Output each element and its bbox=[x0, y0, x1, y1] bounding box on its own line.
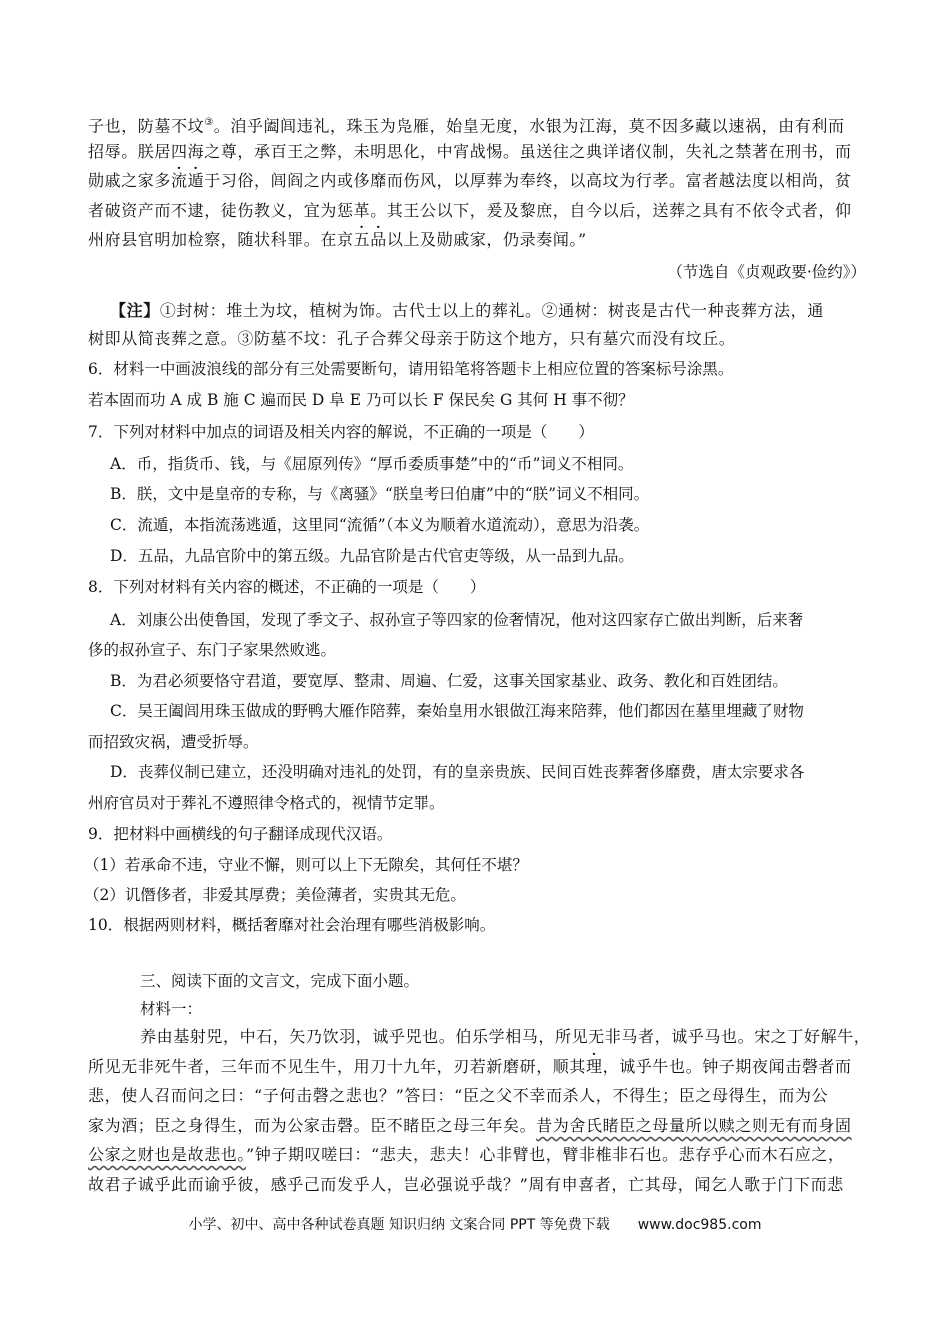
option-c: C．吴王阖闾用珠玉做成的野鸭大雁作陪葬，秦始皇用水银做江海来陪葬，他们都因在墓里埋藏了财物 bbox=[110, 702, 804, 720]
passage-line: 者破资产而不逮，徒伤教义，宜为惩革。其王公以下，爰及黎庶，自今以后，送葬之具有不依令式者，仰 bbox=[88, 201, 852, 220]
option-d: D．丧葬仪制已建立，还没明确对违礼的处罚，有的皇亲贵族、民间百姓丧葬奢侈靡费，唐太宗要求各 bbox=[110, 763, 805, 781]
option-c-cont: 而招致灾祸，遭受折辱。 bbox=[88, 733, 259, 751]
option-b: B．为君必须要恪守君道，要宽厚、整肃、周遍、仁爱，这事关国家基业、政务、教化和百姓团结。 bbox=[110, 672, 788, 690]
passage-line: 所见无非死牛者，三年而不见生牛，用刀十九年，刃若新磨研，顺其理，诚乎牛也。钟子期夜闻击磬者而 bbox=[88, 1057, 852, 1076]
sentence-2: （2）讥僭侈者，非爱其厚费；美俭薄者，实贵其无危。 bbox=[84, 886, 466, 904]
dotted-word: 遁 bbox=[187, 171, 205, 190]
passage-line: 招辱。朕居四海之尊，承百王之弊，未明思化，中宵战惕。虽送往之典详诸仪制，失礼之禁著在刑书，而 bbox=[88, 142, 852, 161]
wavy-underlined-text: 昔为舍氏睹臣之母量所以赎之则无有而身固 bbox=[536, 1116, 852, 1135]
question-10 bbox=[88, 914, 868, 944]
section-heading: 三、阅读下面的文言文，完成下面小题。 bbox=[140, 972, 420, 990]
question-text: 若本固而功 A 成 B 施 C 遍而民 D 阜 E 乃可以长 F 保民矣 G 其何 H 事不彻？ bbox=[88, 391, 634, 409]
question-7 bbox=[88, 421, 868, 571]
passage-continuation bbox=[88, 112, 868, 312]
dotted-word: 流 bbox=[171, 171, 188, 190]
option-d-cont: 州府官员对于葬礼不遵照律令格式的，视情节定罪。 bbox=[88, 794, 445, 812]
notes bbox=[88, 300, 868, 360]
question-9 bbox=[84, 823, 868, 913]
question-stem: 6．材料一中画波浪线的部分有三处需要断句，请用铅笔将答题卡上相应位置的答案标号涂黑。 bbox=[88, 360, 734, 378]
passage-line: 勋戚之家多流遁于习俗，闾阎之内或侈靡而伤风，以厚葬为奉终，以高坟为行孝。富者越法度以相尚，贫 bbox=[88, 171, 852, 190]
sentence-1: （1）若承命不违，守业不懈，则可以上下无隙矣，其何任不堪？ bbox=[84, 856, 528, 874]
option-a-cont: 侈的叔孙宣子、东门子家果然败逃。 bbox=[88, 641, 337, 659]
question-stem: 9．把材料中画横线的句子翻译成现代汉语。 bbox=[88, 825, 393, 843]
note-line: 【注】①封树：堆土为坟，植树为饰。古代士以上的葬礼。②通树：树丧是古代一种丧葬方法，通 bbox=[110, 301, 824, 320]
question-stem: 7．下列对材料中加点的词语及相关内容的解说，不正确的一项是（ ） bbox=[88, 423, 594, 441]
dotted-word: 品 bbox=[370, 230, 387, 249]
question-stem: 8．下列对材料有关内容的概述，不正确的一项是（ ） bbox=[88, 578, 486, 596]
note-line: 树即从简丧葬之意。③防墓不坟：孔子合葬父母亲于防这个地方，只有墓穴而没有坟丘。 bbox=[88, 329, 736, 348]
passage-line: 故君子诚乎此而谕乎彼，感乎己而发乎人，岂必强说乎哉？”周有申喜者，亡其母，闻乞人歌于门下而悲 bbox=[88, 1175, 844, 1194]
passage-line: 公家之财也是故悲也。”钟子期叹嗟曰：“悲夫，悲夫！心非臂也，臂非椎非石也。悲存乎心而木石应之， bbox=[88, 1145, 845, 1164]
passage-line: 悲，使人召而问之曰：“子何击磬之悲也？”答曰：“臣之父不幸而杀人，不得生；臣之母得生，而为公 bbox=[88, 1086, 829, 1105]
question-6 bbox=[88, 358, 868, 418]
footnote-marker: ③ bbox=[204, 117, 214, 128]
passage-line: 子也，防墓不坟③。洎乎阖闾违礼，珠玉为凫雁，始皇无度，水银为江海，莫不因多藏以速祸，由有利而 bbox=[88, 116, 845, 136]
dotted-word: 理 bbox=[586, 1057, 603, 1076]
note-label: 【注】 bbox=[110, 301, 160, 320]
option-d: D．五品，九品官阶中的第五级。九品官阶是古代官吏等级，从一品到九品。 bbox=[110, 547, 634, 565]
option-a: A．刘康公出使鲁国，发现了季文子、叔孙宣子等四家的俭奢情况，他对这四家存亡做出判断，后来奢 bbox=[110, 611, 804, 629]
passage-line: 州府县官明加检察，随状科罪。在京五品以上及勋戚家，仍录奏闻。” bbox=[88, 230, 587, 249]
wavy-underlined-text: 公家之财也是故悲也。 bbox=[88, 1145, 247, 1164]
passage-line: 家为酒；臣之身得生，而为公家击磬。臣不睹臣之母三年矣。昔为舍氏睹臣之母量所以赎之则无有而身固 bbox=[88, 1116, 852, 1135]
question-8 bbox=[88, 576, 868, 816]
page-footer: 小学、初中、高中各种试卷真题 知识归纳 文案合同 PPT 等免费下载 www.doc985.com bbox=[188, 1217, 762, 1233]
option-b: B．朕，文中是皇帝的专称，与《离骚》“朕皇考曰伯庸”中的“朕”词义不相同。 bbox=[110, 485, 650, 503]
option-a: A．币，指货币、钱，与《屈原列传》“厚币委质事楚”中的“币”词义不相同。 bbox=[110, 455, 634, 473]
passage-source: （节选自《贞观政要·俭约》） bbox=[667, 263, 866, 281]
section-3 bbox=[88, 970, 871, 1210]
material-label: 材料一： bbox=[140, 1000, 203, 1018]
passage-line: 养由基射兕，中石，矢乃饮羽，诚乎兕也。伯乐学相马，所见无非马者，诚乎马也。宋之丁好解牛， bbox=[140, 1027, 871, 1046]
option-c: C．流遁，本指流荡逃遁，这里同“流循”（本义为顺着水道流动），意思为沿袭。 bbox=[110, 516, 650, 534]
question-stem: 10．根据两则材料，概括奢靡对社会治理有哪些消极影响。 bbox=[88, 916, 496, 934]
dotted-word: 五 bbox=[353, 230, 371, 249]
